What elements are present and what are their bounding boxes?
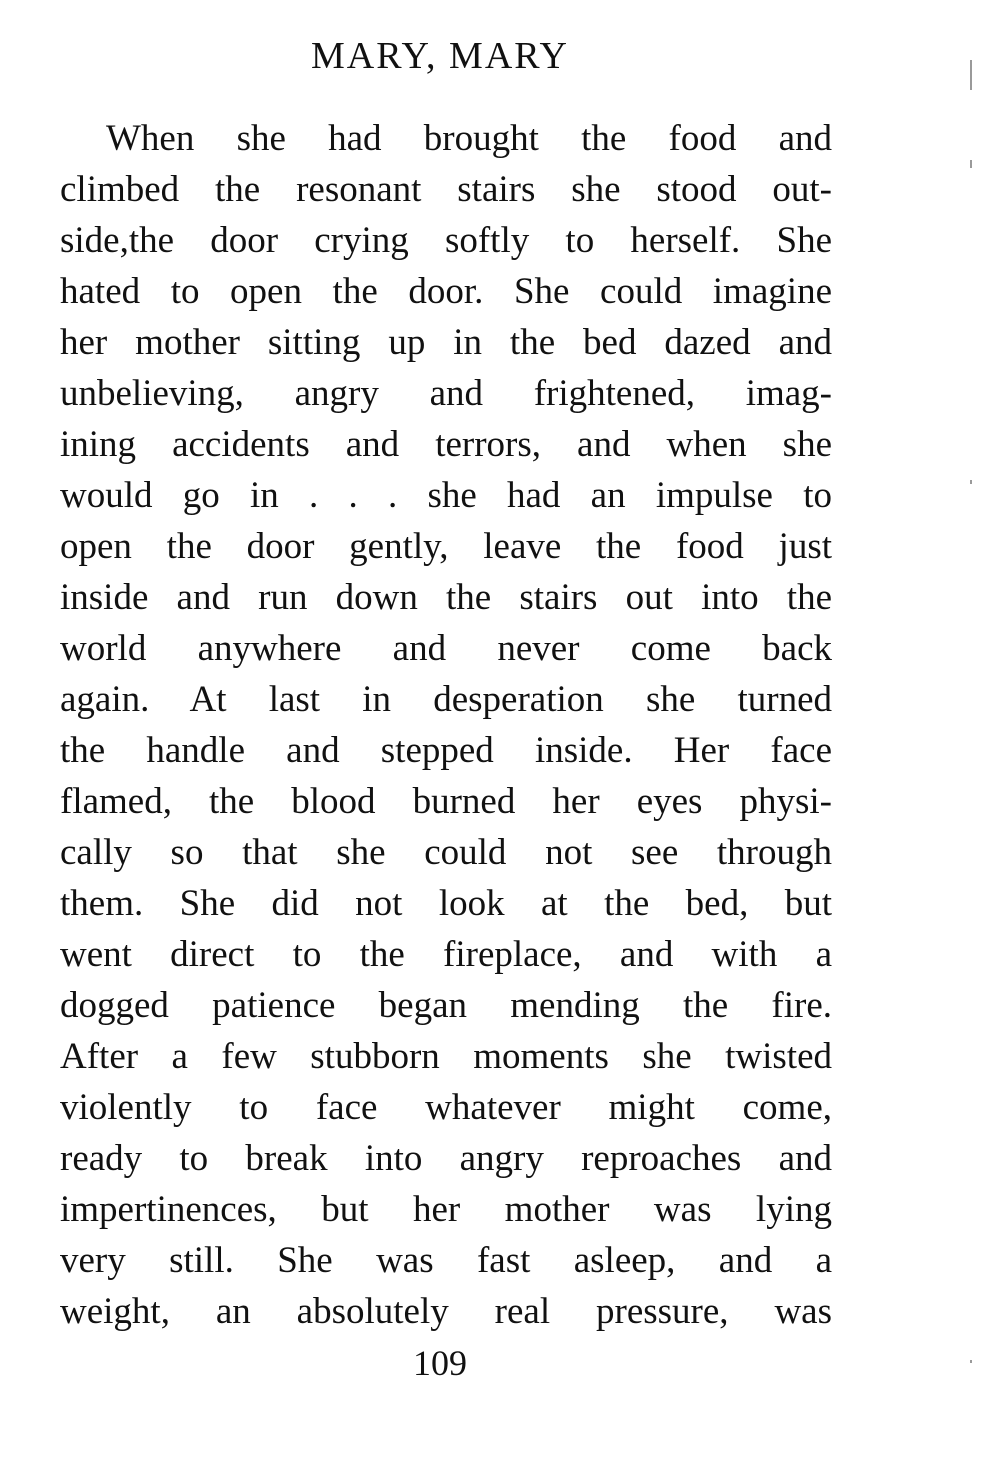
scan-margin-specks	[970, 60, 974, 1440]
text-line: impertinences, but her mother was lying	[60, 1189, 832, 1230]
text-line: very still. She was fast asleep, and a	[60, 1240, 832, 1281]
scan-speck	[970, 60, 972, 90]
scan-speck	[970, 160, 972, 168]
text-line: hated to open the door. She could imagine	[60, 271, 832, 312]
text-line: the handle and stepped inside. Her face	[60, 730, 832, 771]
running-head: MARY, MARY	[311, 35, 569, 77]
text-line: When she had brought the food and	[106, 118, 832, 159]
page-number: 109	[413, 1343, 467, 1383]
text-line: unbelieving, angry and frightened, imag-	[60, 373, 832, 414]
text-line: dogged patience began mending the fire.	[60, 985, 832, 1026]
text-line: went direct to the fireplace, and with a	[60, 934, 832, 975]
text-line: her mother sitting up in the bed dazed and	[60, 322, 832, 363]
text-line: flamed, the blood burned her eyes physi-	[60, 781, 832, 822]
text-line: inside and run down the stairs out into the	[60, 577, 832, 618]
text-line: ining accidents and terrors, and when she	[60, 424, 832, 465]
scan-speck	[970, 1360, 972, 1363]
text-line: would go in . . . she had an impulse to	[60, 475, 832, 516]
text-line: again. At last in desperation she turned	[60, 679, 832, 720]
text-line: side,the door crying softly to herself. She	[60, 220, 832, 261]
scan-speck	[970, 480, 972, 484]
body-paragraph	[60, 113, 832, 1337]
text-line: climbed the resonant stairs she stood out-	[60, 169, 832, 210]
text-line: violently to face whatever might come,	[60, 1087, 832, 1128]
text-line: weight, an absolutely real pressure, was	[60, 1291, 832, 1332]
text-line: After a few stubborn moments she twisted	[60, 1036, 832, 1077]
text-line: them. She did not look at the bed, but	[60, 883, 832, 924]
text-line: world anywhere and never come back	[60, 628, 832, 669]
text-line: cally so that she could not see through	[60, 832, 832, 873]
text-line: open the door gently, leave the food just	[60, 526, 832, 567]
text-line: ready to break into angry reproaches and	[60, 1138, 832, 1179]
